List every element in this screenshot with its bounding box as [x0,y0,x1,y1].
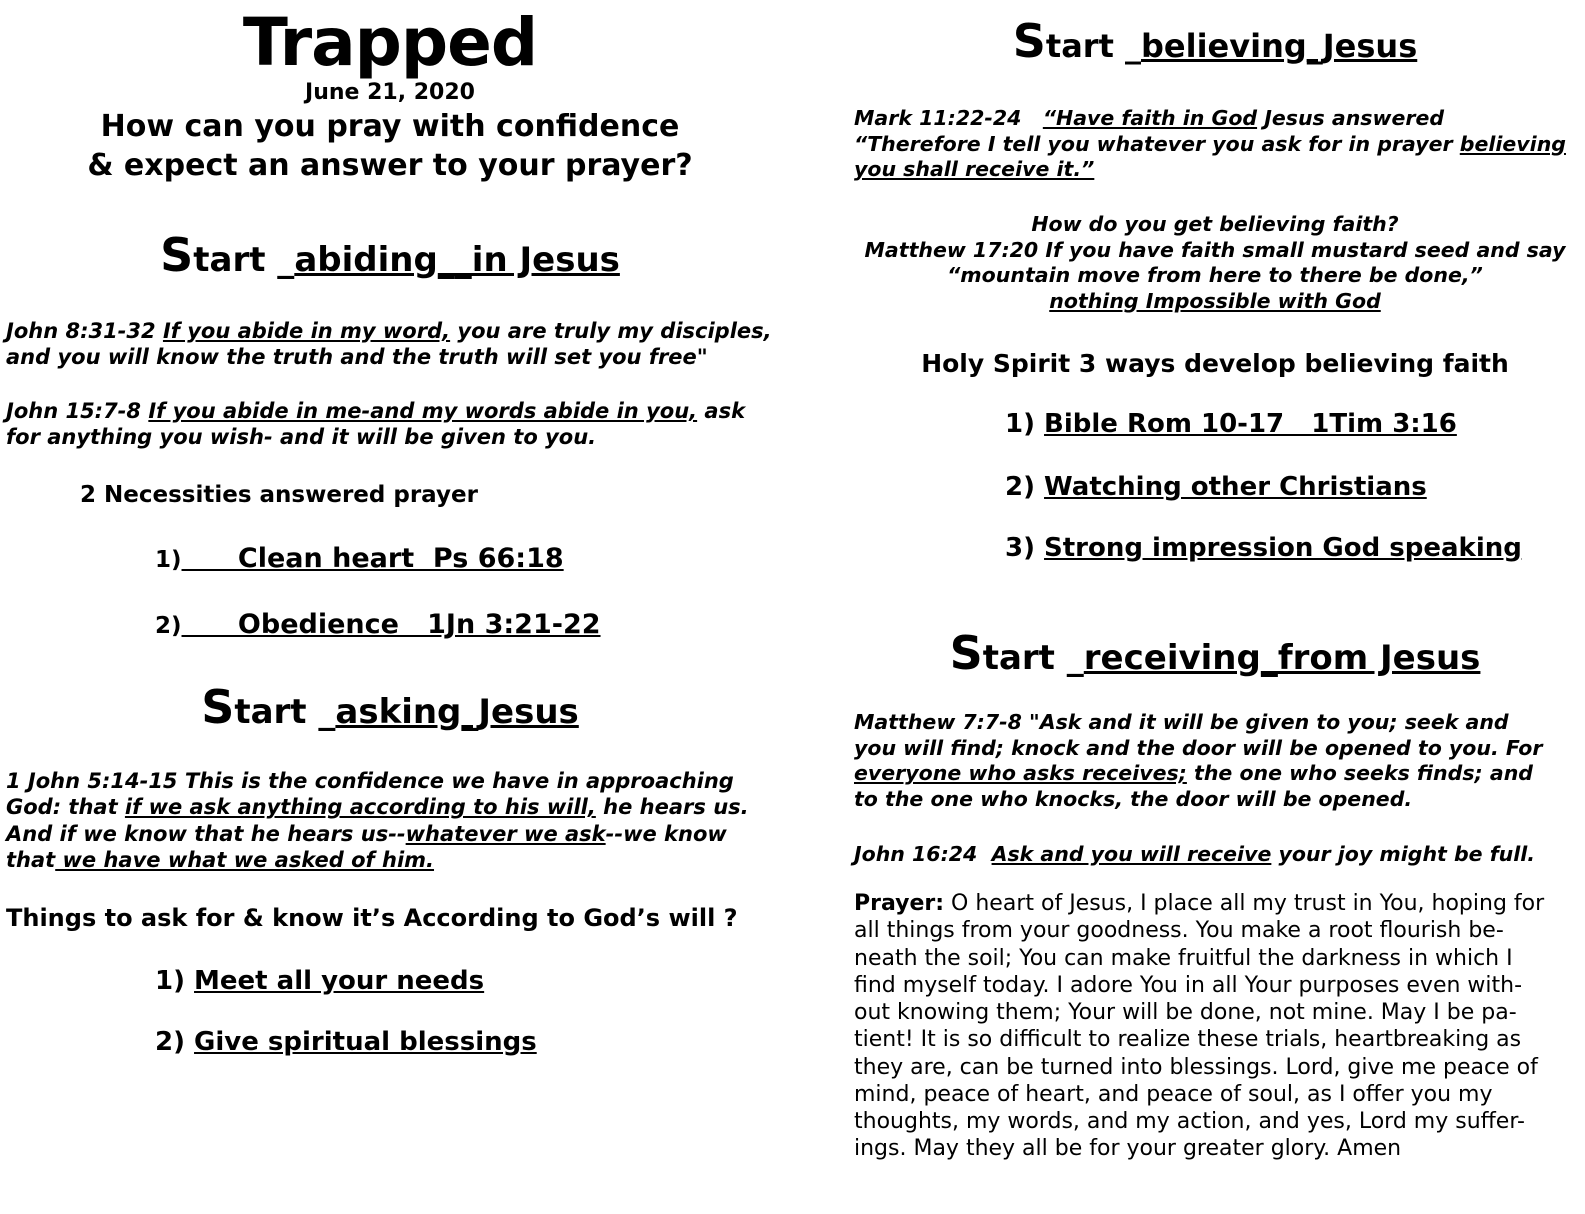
section-asking-heading: Start _asking_Jesus [201,680,579,734]
faith-way-2: 2) Watching other Christians [1005,472,1427,502]
believing-faith-block: How do you get believing faith? Matthew 17:20 If you have faith small mustard seed and say “mountain move from here to there be done,” nothing Impossible with God [864,212,1566,313]
header [0,0,780,185]
ask-item-1: 1) Meet all your needs [155,966,485,996]
section-believing-heading: Start _believing_Jesus [1012,14,1418,68]
necessity-item-1: 1) Clean heart Ps 66:18 [155,543,564,574]
faith-way-1: 1) Bible Rom 10-17 1Tim 3:16 [1005,409,1457,439]
main-question: How can you pray with confidence & expect an answer to your prayer? [87,109,693,183]
faith-way-3: 3) Strong impression God speaking [1005,533,1522,563]
holy-spirit-heading: Holy Spirit 3 ways develop believing faith [921,349,1509,378]
necessity-item-2: 2) Obedience 1Jn 3:21-22 [155,609,601,640]
page-title: Trapped [242,4,538,81]
verse-mark-11: Mark 11:22-24 “Have faith in God Jesus answered “Therefore I tell you whatever you ask for in prayer believing you shall receive it.” [854,106,1566,182]
ask-heading: Things to ask for & know it’s According to God’s will ? [6,904,738,932]
ask-item-2: 2) Give spiritual blessings [155,1027,537,1057]
prayer-label: Prayer: [854,891,945,916]
verse-john-16: John 16:24 Ask and you will receive your joy might be full. [854,842,1536,866]
section-receiving-heading: Start _receiving_from Jesus [949,626,1481,680]
verse-john-8: John 8:31-32 If you abide in my word, you are truly my disciples, and you will know the truth and the truth will set you free" [6,319,772,370]
verse-1-john-5: 1 John 5:14-15 This is the confidence we have in approaching God: that if we ask anything according to his will, he hears us. And if we know that he hears us--whatever we ask--we know that we have what we asked of him. [6,769,749,872]
verse-john-15: John 15:7-8 If you abide in me-and my words abide in you, ask for anything you wish- and it will be given to you. [6,399,746,450]
section-abiding-heading: Start _abiding__in Jesus [160,228,620,282]
closing-prayer: Prayer: O heart of Jesus, I place all my trust in You, hoping for all things from your goodness. You make a root flourish be- neath the soil; You can make fruitful the darkness in which I find myself today. I adore You in all Your purposes even with- out knowing them; Your will be done, not mine. May I be pa- tient! It is so difficult to realize these trials, heartbreaking as they are, can be turned into blessings. Lord, give me peace of mind, peace of heart, and peace of soul, as I offer you my thoughts, my words, and my action, and yes, Lord my suffer- ings. May they all be for your greater glory. Amen [854,891,1545,1162]
sermon-date: June 21, 2020 [305,80,475,105]
verse-matthew-7: Matthew 7:7-8 "Ask and it will be given to you; seek and you will find; knock and the door will be opened to you. For everyone who asks receives; the one who seeks finds; and to the one who knocks, the door will be opened. [854,710,1543,811]
necessities-heading: 2 Necessities answered prayer [80,482,478,508]
